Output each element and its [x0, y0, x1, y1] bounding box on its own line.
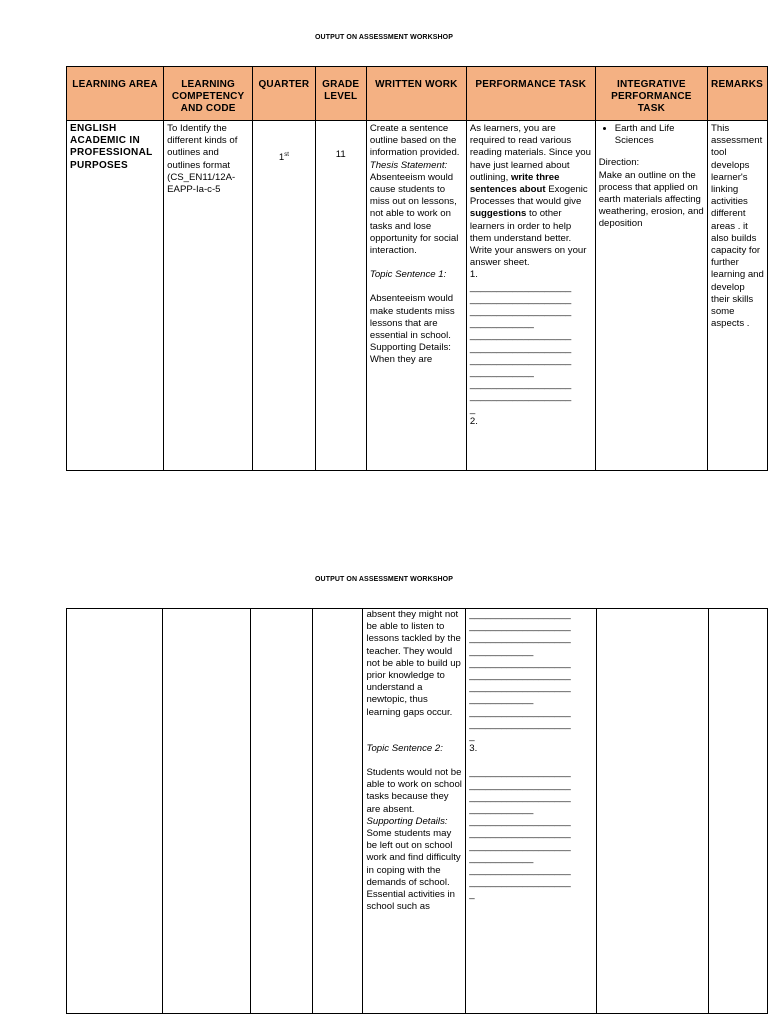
- ww-intro: Create a sentence outline based on the information provided.: [369, 123, 460, 159]
- header-remarks: REMARKS: [708, 67, 768, 121]
- cell-remarks-cont: [709, 609, 768, 1014]
- ww-topic2-label: Topic Sentence 2:: [366, 742, 443, 754]
- cell-integrative-task: [595, 121, 707, 471]
- ipt-direction-label: Direction:: [598, 157, 640, 169]
- cell-integrative-task-cont: [596, 609, 708, 1014]
- cell-grade-cont: [312, 609, 363, 1014]
- cell-written-work: [366, 121, 466, 471]
- header-grade-level: GRADE LEVEL: [315, 67, 366, 121]
- pt-instructions: As learners, you are required to read various reading materials. Since you have just learned about outlining, write three sentences about Exogenic Processes that would give suggestions to other learners in order to help them understand better. Write your answers on your answer sheet.: [469, 123, 591, 269]
- ipt-direction: Make an outline on the process that applied on earth materials affecting weathering, erosion, and deposition: [598, 169, 704, 230]
- cell-performance-task: [466, 121, 595, 471]
- cell-learning-area-cont: [67, 609, 163, 1014]
- header-competency: LEARNING COMPETENCY AND CODE: [164, 67, 253, 121]
- ww-support-label-2: Supporting Details:: [366, 815, 448, 827]
- answer-lines-3: ___________________ ___________________ ___________________ ____________ ___________________ ___________________ ___________________ ____________ ___________________ ___________________ _: [469, 767, 571, 901]
- cell-quarter-cont: [250, 609, 312, 1014]
- cell-grade: 11: [315, 121, 366, 471]
- header-integrative-task: INTEGRATIVE PERFORMANCE TASK: [595, 67, 707, 121]
- ww-thesis: Absenteeism would cause students to miss out on lessons, not able to work on tasks and lose opportunity for social interaction.: [369, 171, 459, 257]
- ww-support: Some students may be left out on school work and find difficulty in coping with the demands of school. Essential activities in school such as: [366, 828, 461, 913]
- quarter-number: 1: [278, 152, 285, 164]
- assessment-table-page1: [66, 66, 768, 471]
- cell-quarter: [253, 121, 316, 471]
- header-performance-task: PERFORMANCE TASK: [466, 67, 595, 121]
- ww-continued: absent they might not be able to listen to lessons tackled by the teacher. They would not be able to build up prior knowledge to understand a newtopic, thus learning gaps occur.: [366, 609, 461, 718]
- ww-support-start: When they are: [369, 354, 433, 366]
- cell-written-work-cont: [363, 609, 466, 1014]
- page-title: OUTPUT ON ASSESSMENT WORKSHOP: [315, 34, 453, 41]
- header-written-work: WRITTEN WORK: [366, 67, 466, 121]
- page-title-2: OUTPUT ON ASSESSMENT WORKSHOP: [315, 576, 453, 583]
- ww-topic1-label: Topic Sentence 1:: [369, 269, 447, 281]
- pt-number-3: 3.: [469, 743, 478, 755]
- ww-thesis-label: Thesis Statement:: [369, 159, 448, 171]
- pt-number-1: 1.: [469, 269, 478, 281]
- quarter-suffix: st: [284, 152, 289, 158]
- answer-lines-1: ___________________ ___________________ ___________________ ____________ ___________________ ___________________ ___________________ ____________ ___________________ ___________________ _: [469, 281, 572, 415]
- pt-number-2: 2.: [469, 415, 478, 427]
- ww-topic1: Absenteeism would make students miss lessons that are essential in school.: [369, 293, 455, 342]
- ww-topic2: Students would not be able to work on school tasks because they are absent.: [366, 767, 462, 815]
- cell-learning-area: ENGLISH ACADEMIC IN PROFESSIONAL PURPOSES: [67, 121, 164, 471]
- header-quarter: QUARTER: [253, 67, 316, 121]
- cell-competency-cont: [162, 609, 250, 1014]
- ww-support-label: Supporting Details:: [369, 342, 451, 354]
- header-learning-area: LEARNING AREA: [67, 67, 164, 121]
- ipt-bullet: • Earth and Life Sciences: [615, 123, 704, 147]
- cell-remarks: This assessment tool develops learner's linking activities different areas . it also builds capacity for further learning and develop their skills some aspects .: [708, 121, 768, 471]
- cell-performance-task-cont: [466, 609, 596, 1014]
- assessment-table-page2: [66, 608, 768, 1014]
- cell-competency: To Identify the different kinds of outlines and outlines format (CS_EN11/12A-EAPP-Ia-c-5: [164, 121, 253, 471]
- answer-lines-2: ___________________ ___________________ ___________________ ____________ ___________________ ___________________ ___________________ ____________ ___________________ ___________________ _: [469, 609, 571, 743]
